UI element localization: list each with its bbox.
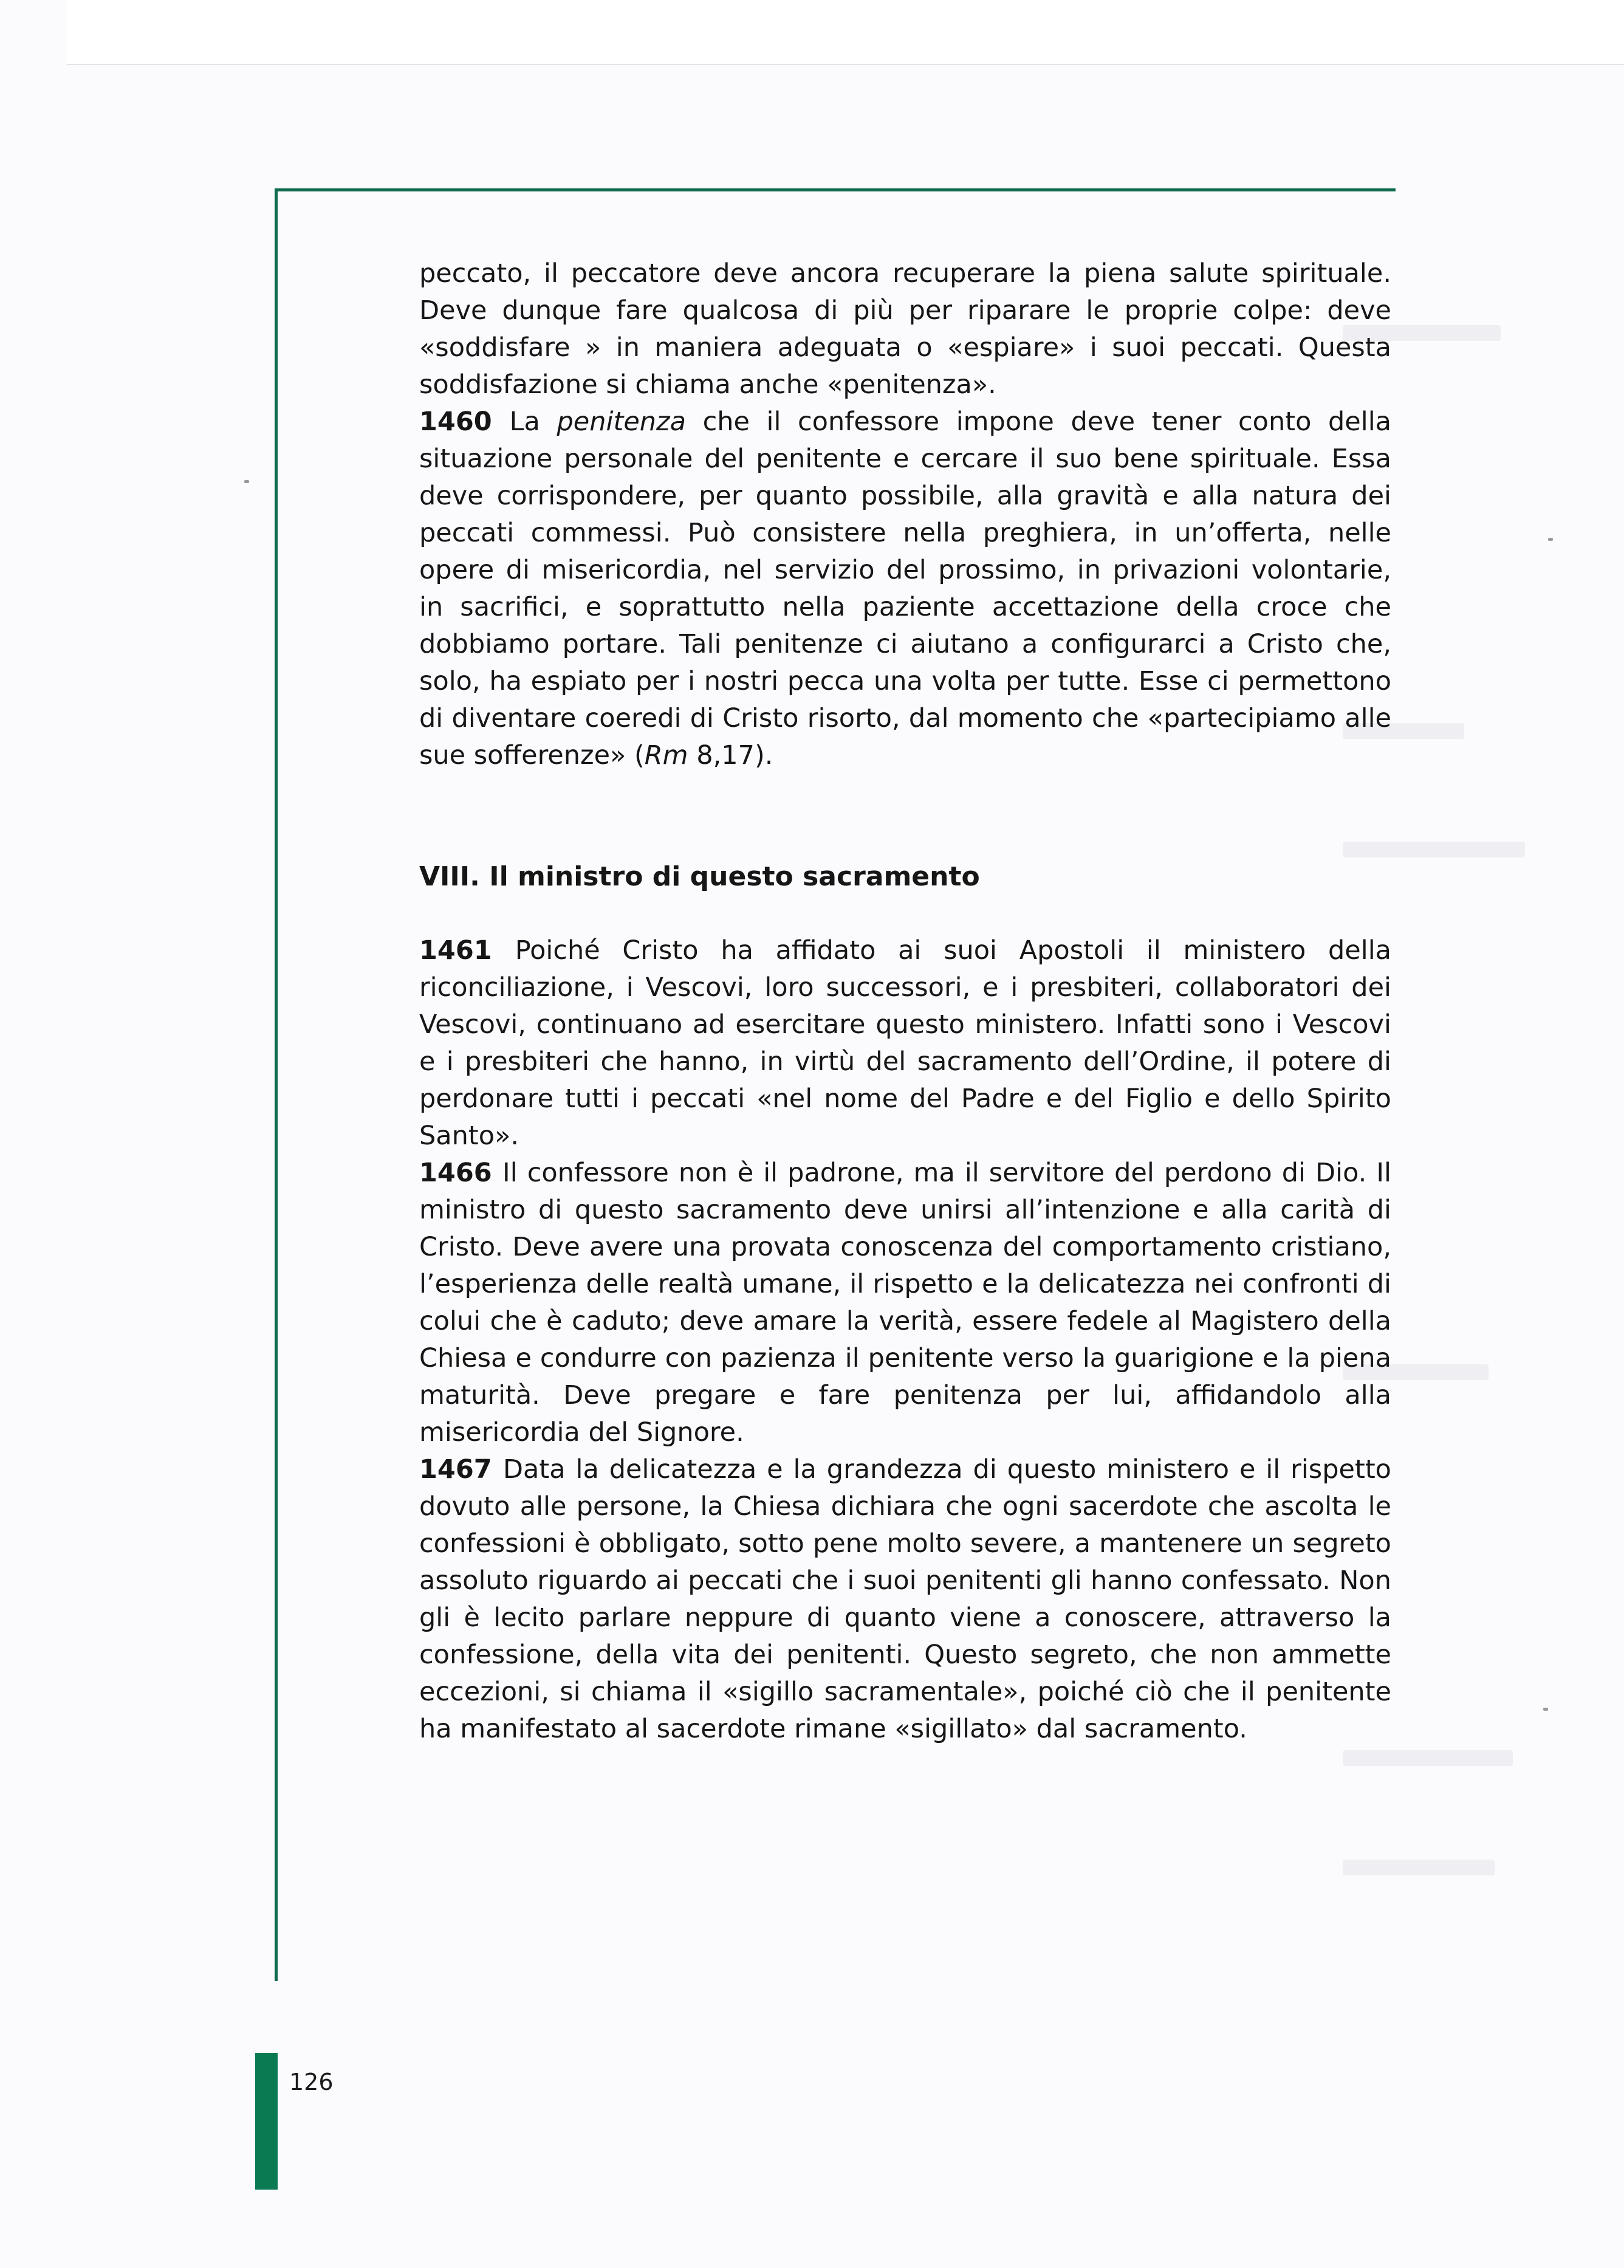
paragraph-number: 1466 — [419, 1158, 503, 1188]
paragraph-text: che il confessore impone deve tener conto della situazione personale del penitente e cercare il suo bene spirituale. Essa deve corrispondere, per quanto possibile, alla gravità e alla natura dei peccati commessi. Può consistere nella preghiera, in un’offerta, nelle opere di misericordia, nel servizio del prossimo, in privazioni volontarie, in sacrifici, e soprattutto nella paziente accettazione della croce che dobbiamo portare. Tali penitenze ci aiutano a configurarci a Cristo che, solo, ha espiato per i nostri pecca una volta per tutte. Esse ci permettono di diventare coeredi di Cristo risorto, dal momento che «partecipiamo alle sue sofferenze» ( — [419, 407, 1391, 771]
page-number: 126 — [289, 2069, 334, 2095]
bleed-through-mark — [1343, 1860, 1495, 1875]
paragraph-number: 1461 — [419, 935, 515, 966]
paragraph-number: 1460 — [419, 407, 510, 437]
paragraph-1460 — [419, 404, 1391, 774]
section-spacer — [419, 895, 1391, 932]
bleed-through-mark — [1343, 1750, 1513, 1766]
paragraph-emphasis: penitenza — [557, 407, 686, 437]
section-heading: VIII. Il ministro di questo sacramento — [419, 861, 980, 892]
paragraph-1461 — [419, 932, 1391, 1155]
page-frame-left-rule — [275, 188, 278, 1981]
scan-speck — [1548, 538, 1553, 541]
page-number-bar — [255, 2053, 278, 2190]
scan-speck — [244, 480, 249, 483]
citation-ref: 8,17). — [688, 740, 773, 771]
paragraph-number: 1467 — [419, 1454, 503, 1485]
page-frame-top-rule — [275, 188, 1396, 191]
paragraph-1467 — [419, 1451, 1391, 1748]
scan-speck — [1543, 1708, 1548, 1711]
paragraph-text: Il confessore non è il padrone, ma il servitore del perdono di Dio. Il ministro di questo sacramento deve unirsi all’intenzione e alla carità di Cristo. Deve avere una provata conoscenza del comportamento cristiano, l’esperienza delle realtà umane, il rispetto e la delicatezza nei confronti di colui che è caduto; deve amare la verità, essere fedele al Magistero della Chiesa e condurre con pazienza il penitente verso la guarigione e la piena maturità. Deve pregare e fare penitenza per lui, affidandolo alla misericordia del Signore. — [419, 1158, 1391, 1448]
paragraph-text: peccato, il peccatore deve ancora recuperare la piena salute spirituale. Deve dunque fare qualcosa di più per riparare le proprie colpe: deve «soddisfare » in maniera adeguata o «espiare» i suoi peccati. Questa soddisfazione si chiama anche «penitenza». — [419, 258, 1391, 400]
paragraph-continuation — [419, 255, 1391, 404]
paragraph-text: Data la delicatezza e la grandezza di questo ministero e il rispetto dovuto alle persone, la Chiesa dichiara che ogni sacerdote che ascolta le confessioni è obbligato, sotto pene molto severe, a mantenere un segreto assoluto riguardo ai peccati che i suoi penitenti gli hanno confessato. Non gli è lecito parlare neppure di quanto viene a conoscere, attraverso la confessione, della vita dei penitenti. Questo segreto, che non ammette eccezioni, si chiama il «sigillo sacramentale», poiché ciò che il penitente ha manifestato al sacerdote rimane «sigillato» dal sacramento. — [419, 1454, 1391, 1744]
paragraph-1466 — [419, 1155, 1391, 1451]
paragraph-text: Poiché Cristo ha affidato ai suoi Apostoli il ministero della riconciliazione, i Vescovi, loro successori, e i presbiteri, collaboratori dei Vescovi, continuano ad esercitare questo ministero. Infatti sono i Vescovi e i presbiteri che hanno, in virtù del sacramento dell’Ordine, il potere di perdonare tutti i peccati «nel nome del Padre e del Figlio e dello Spirito Santo». — [419, 935, 1391, 1151]
scan-top-edge — [67, 0, 1624, 65]
main-text-column — [419, 255, 1391, 1748]
paragraph-text: La — [509, 407, 557, 437]
citation-book: Rm — [644, 740, 688, 771]
